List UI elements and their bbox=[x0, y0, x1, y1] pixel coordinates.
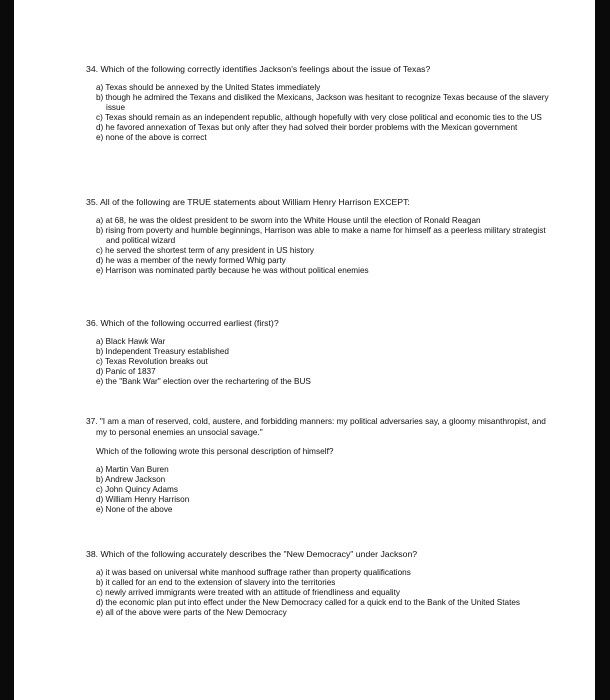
answer-option-a: a) Black Hawk War bbox=[96, 337, 166, 346]
answer-option-a: a) at 68, he was the oldest president to be sworn into the White House until the election of Ronald Reagan bbox=[96, 216, 481, 225]
answer-option-a: a) Texas should be annexed by the United States immediately bbox=[96, 83, 321, 92]
answer-option-c: c) Texas Revolution breaks out bbox=[96, 357, 208, 366]
answer-option-b: b) though he admired the Texans and disliked the Mexicans, Jackson was hesitant to recognize Texas because of the slavery issue bbox=[96, 93, 549, 112]
question-36 bbox=[86, 318, 556, 387]
question-stem: 34. Which of the following correctly identifies Jackson's feelings about the issue of Texas? bbox=[86, 64, 431, 74]
answer-option-e: e) the "Bank War" election over the rechartering of the BUS bbox=[96, 377, 311, 386]
question-stem: 37. "I am a man of reserved, cold, austere, and forbidding manners: my political adversaries say, a gloomy misanthropist, and my to personal enemies an unsocial savage." bbox=[86, 416, 546, 437]
answer-option-c: c) newly arrived immigrants were treated with an attitude of friendliness and equality bbox=[96, 588, 400, 597]
answer-option-a: a) Martin Van Buren bbox=[96, 464, 169, 474]
question-37 bbox=[86, 416, 556, 515]
question-34 bbox=[86, 64, 556, 143]
answer-option-e: e) none of the above is correct bbox=[96, 133, 207, 142]
question-stem: 38. Which of the following accurately describes the "New Democracy" under Jackson? bbox=[86, 549, 418, 559]
document-page bbox=[14, 0, 595, 700]
answer-option-a: a) it was based on universal white manhood suffrage rather than property qualifications bbox=[96, 568, 411, 577]
answer-option-d: d) William Henry Harrison bbox=[96, 494, 190, 504]
answer-option-c: c) John Quincy Adams bbox=[96, 484, 178, 494]
answer-option-e: e) all of the above were parts of the New Democracy bbox=[96, 608, 287, 617]
answer-option-d: d) he was a member of the newly formed Whig party bbox=[96, 256, 286, 265]
answer-option-d: d) he favored annexation of Texas but only after they had solved their border problems with the Mexican government bbox=[96, 123, 518, 132]
answer-option-b: b) it called for an end to the extension of slavery into the territories bbox=[96, 578, 336, 587]
answer-options bbox=[96, 337, 556, 387]
answer-option-b: b) rising from poverty and humble beginnings, Harrison was able to make a name for himself as a peerless military strategist and political wizard bbox=[96, 226, 546, 245]
question-35 bbox=[86, 197, 556, 276]
answer-options bbox=[96, 216, 556, 276]
answer-options bbox=[96, 568, 556, 618]
question-prompt: Which of the following wrote this personal description of himself? bbox=[96, 446, 334, 456]
answer-option-b: b) Independent Treasury established bbox=[96, 347, 229, 356]
answer-option-c: c) he served the shortest term of any president in US history bbox=[96, 246, 314, 255]
question-stem: 36. Which of the following occurred earliest (first)? bbox=[86, 318, 279, 328]
answer-option-d: d) the economic plan put into effect under the New Democracy called for a quick end to the Bank of the United States bbox=[96, 598, 521, 607]
answer-options bbox=[96, 83, 556, 143]
question-38 bbox=[86, 549, 556, 618]
question-stem: 35. All of the following are TRUE statements about William Henry Harrison EXCEPT: bbox=[86, 197, 410, 207]
answer-option-b: b) Andrew Jackson bbox=[96, 474, 166, 484]
answer-option-e: e) Harrison was nominated partly because he was without political enemies bbox=[96, 266, 369, 275]
answer-option-e: e) None of the above bbox=[96, 504, 173, 514]
answer-option-c: c) Texas should remain as an independent republic, although hopefully with very close political and economic ties to the US bbox=[96, 113, 542, 122]
answer-options bbox=[96, 465, 556, 515]
answer-option-d: d) Panic of 1837 bbox=[96, 367, 156, 376]
